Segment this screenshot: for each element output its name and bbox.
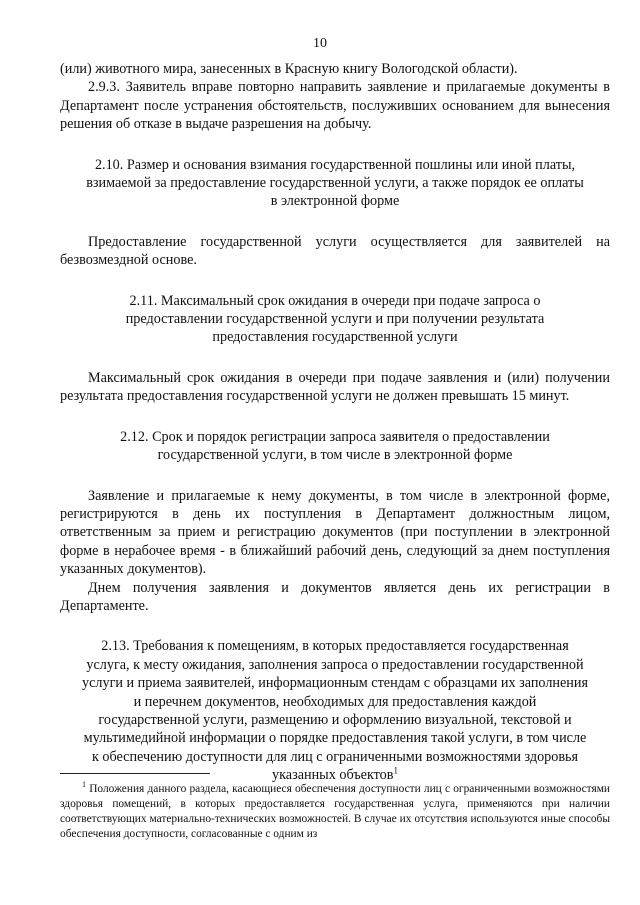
footnote-reference: 1 xyxy=(393,765,398,776)
paragraph-2-12-registration: Заявление и прилагаемые к нему документы, в том числе в электронной форме, регистрируются в день их поступления в Департамент должностным лицом, ответственным за прием и регистрацию документов (при поступлении в электронной форме в нерабочее время - в ближайший рабочий день, следующий за днем поступления указанных документов). xyxy=(60,487,610,578)
footnote-text: Положения данного раздела, касающиеся обеспечения доступности лиц с ограниченными возможностями здоровья помещений, в которых предоставляется государственная услуга, применяются при наличии соответствующих материально-технических возможностей. В случае их отсутствия используются иные способы обеспечения доступности, согласованные с одним из xyxy=(60,783,610,840)
footnote xyxy=(60,782,610,842)
paragraph-2-12-receipt-day: Днем получения заявления и документов является день их регистрации в Департаменте. xyxy=(60,579,610,614)
heading-2-13-text: 2.13. Требования к помещениям, в которых предоставляется государственная услуга, к месту ожидания, заполнения запроса о предоставлении государственной услуги и приема заявителей, информационным стендам с образцами их заполнения и перечнем документов, необходимых для предоставления каждой государственной услуги, размещению и оформлению визуальной, текстовой и мультимедийной информации о порядке предоставления такой услуги, в том числе к обеспечению доступности для лиц с ограниченными возможностями здоровья указанных объектов xyxy=(82,638,589,784)
heading-2-12: 2.12. Срок и порядок регистрации запроса заявителя о предоставлении государственной услуги, в том числе в электронной форме xyxy=(120,428,550,464)
heading-2-13 xyxy=(82,637,588,784)
paragraph-2-11: Максимальный срок ожидания в очереди при подаче заявления и (или) получении результата предоставления государственной услуги не должен превышать 15 минут. xyxy=(60,369,610,405)
page-number: 10 xyxy=(313,36,327,51)
heading-2-11: 2.11. Максимальный срок ожидания в очереди при подаче запроса о предоставлении государственной услуги и при получении результата предоставления государственной услуги xyxy=(125,292,545,346)
footnote-mark: 1 xyxy=(82,780,86,790)
paragraph-2-9-3: 2.9.3. Заявитель вправе повторно направить заявление и прилагаемые документы в Департамент после устранения обстоятельств, послуживших основанием для вынесения решения об отказе в выдаче разрешения на добычу. xyxy=(60,79,610,133)
document-body xyxy=(60,60,610,807)
paragraph-2-10: Предоставление государственной услуги осуществляется для заявителей на безвозмездной основе. xyxy=(60,233,610,269)
paragraph-continuation: (или) животного мира, занесенных в Красную книгу Вологодской области). xyxy=(60,61,518,77)
heading-2-10: 2.10. Размер и основания взимания государственной пошлины или иной платы, взимаемой за предоставление государственной услуги, а также порядок ее оплаты в электронной форме xyxy=(86,156,584,210)
footnote-separator xyxy=(60,773,210,774)
